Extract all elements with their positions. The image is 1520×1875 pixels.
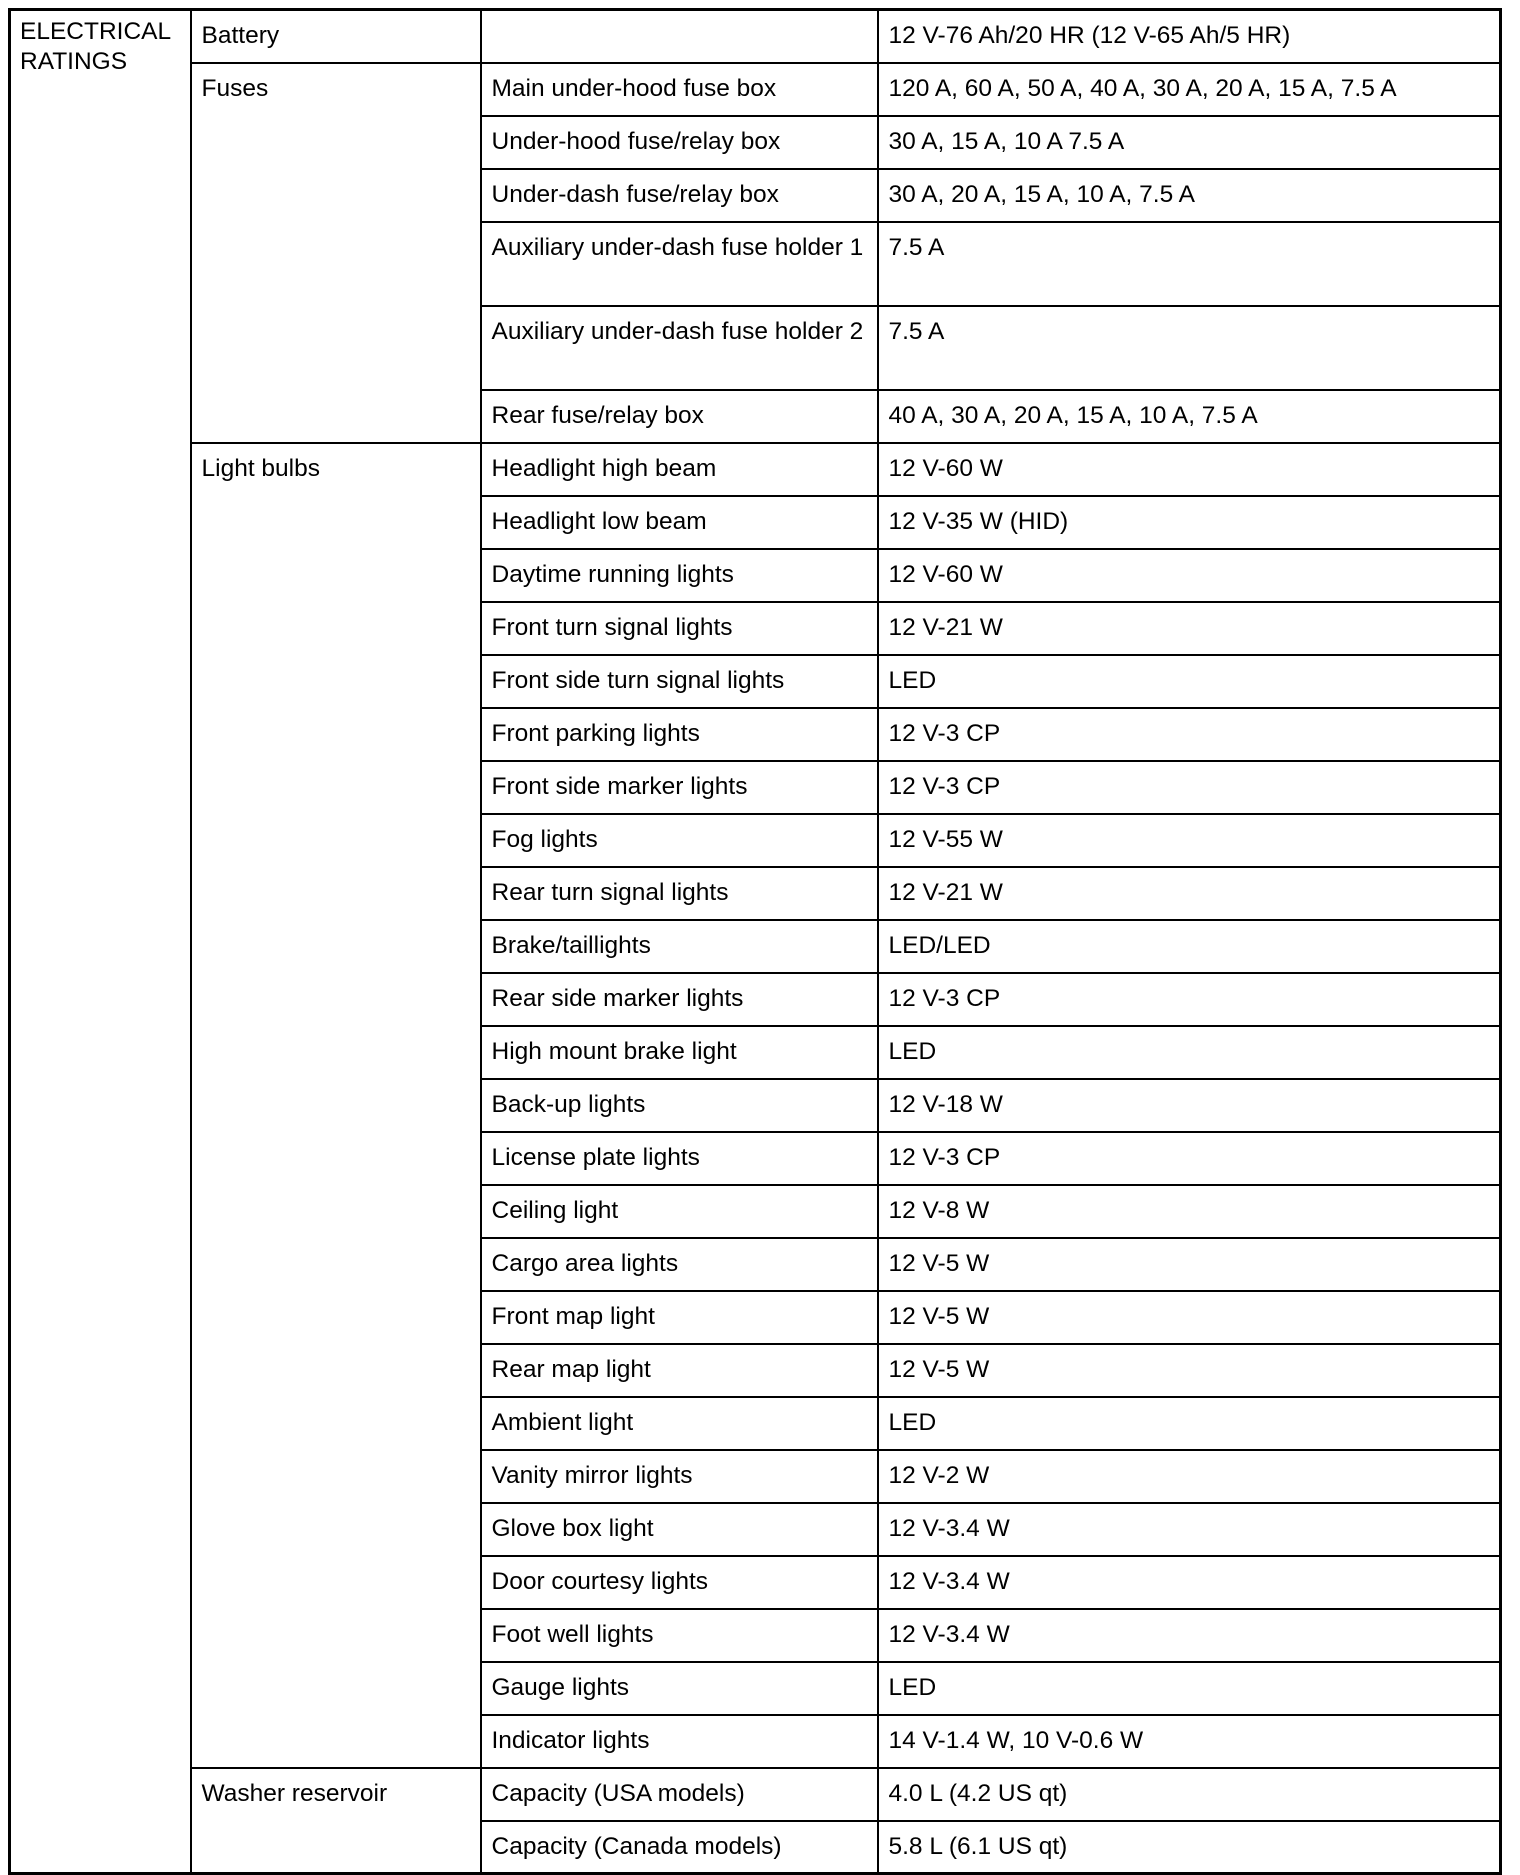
item-value: 12 V-5 W	[878, 1238, 1501, 1291]
item-label: Rear map light	[481, 1344, 878, 1397]
item-value: 12 V-21 W	[878, 602, 1501, 655]
item-value: LED	[878, 1397, 1501, 1450]
battery-value: 12 V-76 Ah/20 HR (12 V-65 Ah/5 HR)	[878, 10, 1501, 63]
item-label: High mount brake light	[481, 1026, 878, 1079]
item-label: Front map light	[481, 1291, 878, 1344]
item-value: 12 V-5 W	[878, 1291, 1501, 1344]
item-label: Vanity mirror lights	[481, 1450, 878, 1503]
item-value: 12 V-3.4 W	[878, 1556, 1501, 1609]
item-value: 12 V-2 W	[878, 1450, 1501, 1503]
item-label: Gauge lights	[481, 1662, 878, 1715]
item-label: Foot well lights	[481, 1609, 878, 1662]
item-value: 12 V-5 W	[878, 1344, 1501, 1397]
item-label: Under-dash fuse/relay box	[481, 169, 878, 222]
item-value: 14 V-1.4 W, 10 V-0.6 W	[878, 1715, 1501, 1768]
item-value: 5.8 L (6.1 US qt)	[878, 1821, 1501, 1874]
item-value: 12 V-3 CP	[878, 1132, 1501, 1185]
item-label: Brake/taillights	[481, 920, 878, 973]
item-label: Cargo area lights	[481, 1238, 878, 1291]
category-light-bulbs: Light bulbs	[191, 443, 481, 1768]
table-row	[10, 63, 1501, 116]
item-label: Rear fuse/relay box	[481, 390, 878, 443]
item-label: Glove box light	[481, 1503, 878, 1556]
item-value: LED	[878, 1662, 1501, 1715]
item-value: 12 V-60 W	[878, 549, 1501, 602]
item-label: Rear side marker lights	[481, 973, 878, 1026]
table-row	[10, 443, 1501, 496]
item-value: LED/LED	[878, 920, 1501, 973]
item-label: Headlight low beam	[481, 496, 878, 549]
item-label: Auxiliary under-dash fuse holder 2	[481, 306, 878, 390]
category-fuses: Fuses	[191, 63, 481, 443]
item-label: Front side marker lights	[481, 761, 878, 814]
item-label: Under-hood fuse/relay box	[481, 116, 878, 169]
item-label: Daytime running lights	[481, 549, 878, 602]
table-row	[10, 1768, 1501, 1821]
item-value: 30 A, 15 A, 10 A 7.5 A	[878, 116, 1501, 169]
item-label: Door courtesy lights	[481, 1556, 878, 1609]
item-value: 12 V-21 W	[878, 867, 1501, 920]
item-label: Ceiling light	[481, 1185, 878, 1238]
item-label: Headlight high beam	[481, 443, 878, 496]
item-value: LED	[878, 1026, 1501, 1079]
electrical-ratings-table	[8, 8, 1502, 1875]
item-label: Fog lights	[481, 814, 878, 867]
item-value: 12 V-55 W	[878, 814, 1501, 867]
item-value: 12 V-60 W	[878, 443, 1501, 496]
item-value: 12 V-35 W (HID)	[878, 496, 1501, 549]
item-label: Rear turn signal lights	[481, 867, 878, 920]
item-value: 40 A, 30 A, 20 A, 15 A, 10 A, 7.5 A	[878, 390, 1501, 443]
item-value: 12 V-8 W	[878, 1185, 1501, 1238]
item-value: 12 V-18 W	[878, 1079, 1501, 1132]
item-value: LED	[878, 655, 1501, 708]
item-value: 12 V-3 CP	[878, 708, 1501, 761]
item-value: 30 A, 20 A, 15 A, 10 A, 7.5 A	[878, 169, 1501, 222]
item-value: 12 V-3.4 W	[878, 1609, 1501, 1662]
item-value: 12 V-3 CP	[878, 761, 1501, 814]
item-value: 7.5 A	[878, 306, 1501, 390]
table-body	[10, 10, 1501, 1874]
item-label: Main under-hood fuse box	[481, 63, 878, 116]
item-label: Front turn signal lights	[481, 602, 878, 655]
category-battery: Battery	[191, 10, 481, 63]
item-label: Ambient light	[481, 1397, 878, 1450]
battery-spec	[481, 10, 878, 63]
item-label: Capacity (USA models)	[481, 1768, 878, 1821]
category-washer-reservoir: Washer reservoir	[191, 1768, 481, 1874]
item-label: Capacity (Canada models)	[481, 1821, 878, 1874]
item-label: Indicator lights	[481, 1715, 878, 1768]
item-value: 7.5 A	[878, 222, 1501, 306]
item-value: 120 A, 60 A, 50 A, 40 A, 30 A, 20 A, 15 A, 7.5 A	[878, 63, 1501, 116]
item-value: 4.0 L (4.2 US qt)	[878, 1768, 1501, 1821]
item-label: License plate lights	[481, 1132, 878, 1185]
item-value: 12 V-3.4 W	[878, 1503, 1501, 1556]
table-row-battery	[10, 10, 1501, 63]
section-label: ELECTRICAL RATINGS	[10, 10, 191, 1874]
item-label: Back-up lights	[481, 1079, 878, 1132]
item-label: Front side turn signal lights	[481, 655, 878, 708]
item-label: Auxiliary under-dash fuse holder 1	[481, 222, 878, 306]
item-label: Front parking lights	[481, 708, 878, 761]
item-value: 12 V-3 CP	[878, 973, 1501, 1026]
